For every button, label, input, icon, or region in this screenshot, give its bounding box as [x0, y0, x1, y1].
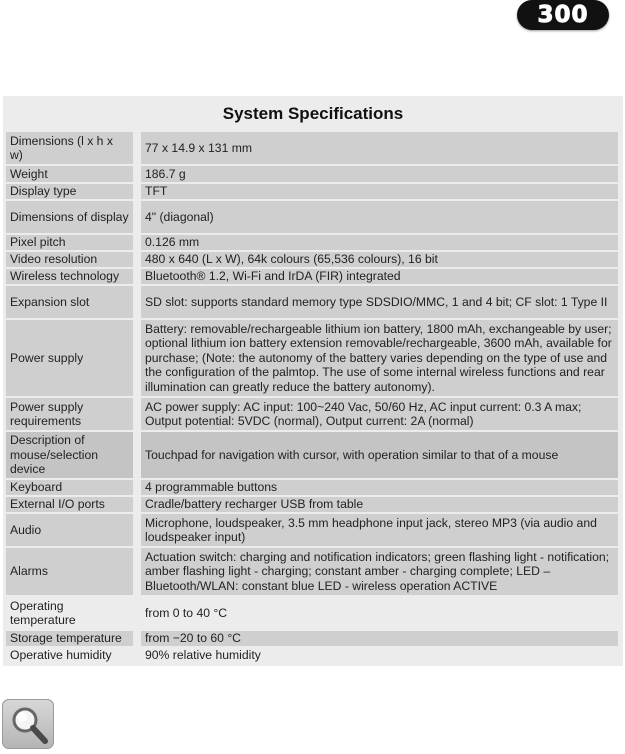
row-value: 90% relative humidity [141, 648, 618, 663]
row-label: Storage temperature [6, 631, 133, 646]
row-value: from 0 to 40 °C [141, 597, 618, 629]
row-label: Power supply [6, 320, 133, 396]
magnifier-icon-graphic [8, 704, 50, 746]
table-row [3, 235, 623, 250]
table-row [3, 631, 623, 646]
magnifier-icon [2, 699, 54, 749]
table-row [3, 548, 623, 595]
table-row [3, 184, 623, 199]
table-row [3, 166, 623, 182]
row-label: Weight [6, 166, 133, 182]
row-label: Operating temperature [6, 597, 133, 629]
specifications-title: System Specifications [3, 96, 623, 132]
row-value: 77 x 14.9 x 131 mm [141, 132, 618, 164]
row-label: Video resolution [6, 252, 133, 267]
row-label: External I/O ports [6, 497, 133, 512]
row-label: Operative humidity [6, 648, 133, 663]
table-row [3, 132, 623, 164]
row-value: SD slot: supports standard memory type SDSDIO/MMC, 1 and 4 bit; CF slot: 1 Type II [141, 286, 618, 318]
row-label: Power supply requirements [6, 398, 133, 430]
row-value: Battery: removable/rechargeable lithium ion battery, 1800 mAh, exchangeable by user; optional lithium ion battery extension removable/rechargeable, 3600 mAh, available for purchase; (Note: the autonomy of the battery varies depending on the type of use and the configuration of the palmtop. The use of some internal wireless functions and rear illumination can greatly reduce the battery autonomy). [141, 320, 618, 396]
row-value: TFT [141, 184, 618, 199]
row-value: AC power supply: AC input: 100~240 Vac, 50/60 Hz, AC input current: 0.3 A max; Output potential: 5VDC (normal), Output current: 2A (normal) [141, 398, 618, 430]
table-row [3, 398, 623, 430]
row-value: 4 programmable buttons [141, 480, 618, 495]
model-badge [517, 0, 609, 30]
row-value: 4" (diagonal) [141, 201, 618, 233]
row-label: Pixel pitch [6, 235, 133, 250]
row-label: Wireless technology [6, 269, 133, 284]
row-label: Dimensions of display [6, 201, 133, 233]
row-value: Actuation switch: charging and notification indicators; green flashing light - notification; amber flashing light - charging; constant amber - charging complete; LED – Bluetooth/WLAN: constant blue LED - wireless operation ACTIVE [141, 548, 618, 595]
table-row [3, 252, 623, 267]
table-row [3, 480, 623, 495]
table-row [3, 514, 623, 546]
row-label: Keyboard [6, 480, 133, 495]
table-row [3, 286, 623, 318]
row-label: Audio [6, 514, 133, 546]
table-row [3, 320, 623, 396]
row-value: from −20 to 60 °C [141, 631, 618, 646]
table-row [3, 497, 623, 512]
row-value: Microphone, loudspeaker, 3.5 mm headphone input jack, stereo MP3 (via audio and loudspeaker input) [141, 514, 618, 546]
table-row [3, 432, 623, 478]
row-value: 480 x 640 (L x W), 64k colours (65,536 colours), 16 bit [141, 252, 618, 267]
specifications-table [3, 96, 623, 666]
table-row [3, 597, 623, 629]
row-value: 186.7 g [141, 166, 618, 182]
table-row [3, 269, 623, 284]
row-label: Expansion slot [6, 286, 133, 318]
row-value: Bluetooth® 1.2, Wi-Fi and IrDA (FIR) integrated [141, 269, 618, 284]
model-number: 300 [537, 2, 589, 28]
row-label: Dimensions (l x h x w) [6, 132, 133, 164]
row-label: Display type [6, 184, 133, 199]
row-value: 0.126 mm [141, 235, 618, 250]
table-row [3, 648, 623, 663]
row-label: Alarms [6, 548, 133, 595]
row-value: Cradle/battery recharger USB from table [141, 497, 618, 512]
table-row [3, 201, 623, 233]
row-label: Description of mouse/selection device [6, 432, 133, 478]
row-value: Touchpad for navigation with cursor, with operation similar to that of a mouse [141, 432, 618, 478]
